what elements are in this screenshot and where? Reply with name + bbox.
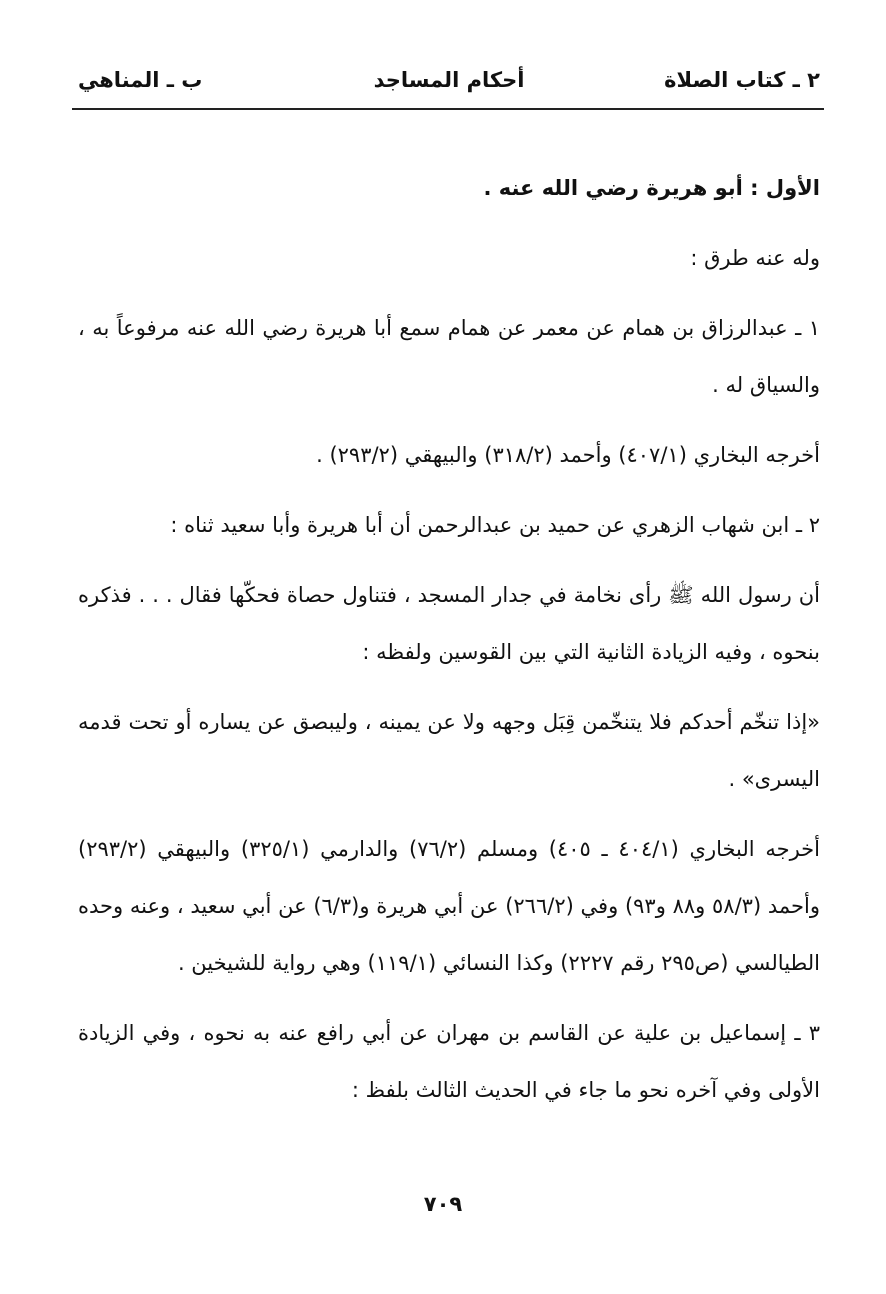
header-rule <box>72 108 824 110</box>
paragraph-route-3: ٣ ـ إسماعيل بن علية عن القاسم بن مهران عن أبي رافع عنه به نحوه ، وفي الزيادة الأولى وفي آخره نحو ما جاء في الحديث الثالث بلفظ : <box>78 1021 820 1102</box>
header-chapter: ٢ ـ كتاب الصلاة <box>664 68 820 92</box>
body-text <box>78 160 820 1132</box>
paragraph-first-narrator: الأول : أبو هريرة رضي الله عنه . <box>483 176 820 200</box>
paragraph-route-1: ١ ـ عبدالرزاق بن همام عن معمر عن همام سمع أبا هريرة رضي الله عنه مرفوعاً به ، والسياق له . <box>78 316 820 397</box>
paragraph-route-2-sources: أخرجه البخاري (٤٠٤/١ ـ ٤٠٥) ومسلم (٧٦/٢) والدارمي (٣٢٥/١) والبيهقي (٢٩٣/٢) وأحمد (٥٨/٣ و٨٨ و٩٣) وفي (٢٦٦/٢) عن أبي هريرة و(٦/٣) عن أبي سعيد ، وعنه وحده الطيالسي (ص٢٩٥ رقم ٢٢٢٧) وكذا النسائي (١١٩/١) وهي رواية للشيخين . <box>78 837 820 975</box>
paragraph-routes-intro: وله عنه طرق : <box>690 246 820 270</box>
header-section-title: أحكام المساجد <box>373 68 525 92</box>
page-number: ٧٠٩ <box>423 1192 463 1216</box>
header-subsection: ب ـ المناهي <box>78 68 203 92</box>
paragraph-hadith-quote: «إذا تنخّم أحدكم فلا يتنخّمن قِبَل وجهه ولا عن يمينه ، وليبصق عن يساره أو تحت قدمه اليسرى» . <box>78 710 820 791</box>
paragraph-hadith-narrative: أن رسول الله ﷺ رأى نخامة في جدار المسجد ، فتناول حصاة فحكّها فقال . . . فذكره بنحوه ، وفيه الزيادة الثانية التي بين القوسين ولفظه : <box>78 583 820 664</box>
paragraph-route-1-sources: أخرجه البخاري (٤٠٧/١) وأحمد (٣١٨/٢) والبيهقي (٢٩٣/٢) . <box>316 443 820 467</box>
paragraph-route-2: ٢ ـ ابن شهاب الزهري عن حميد بن عبدالرحمن أن أبا هريرة وأبا سعيد ثناه : <box>170 513 820 537</box>
running-header <box>78 62 820 110</box>
